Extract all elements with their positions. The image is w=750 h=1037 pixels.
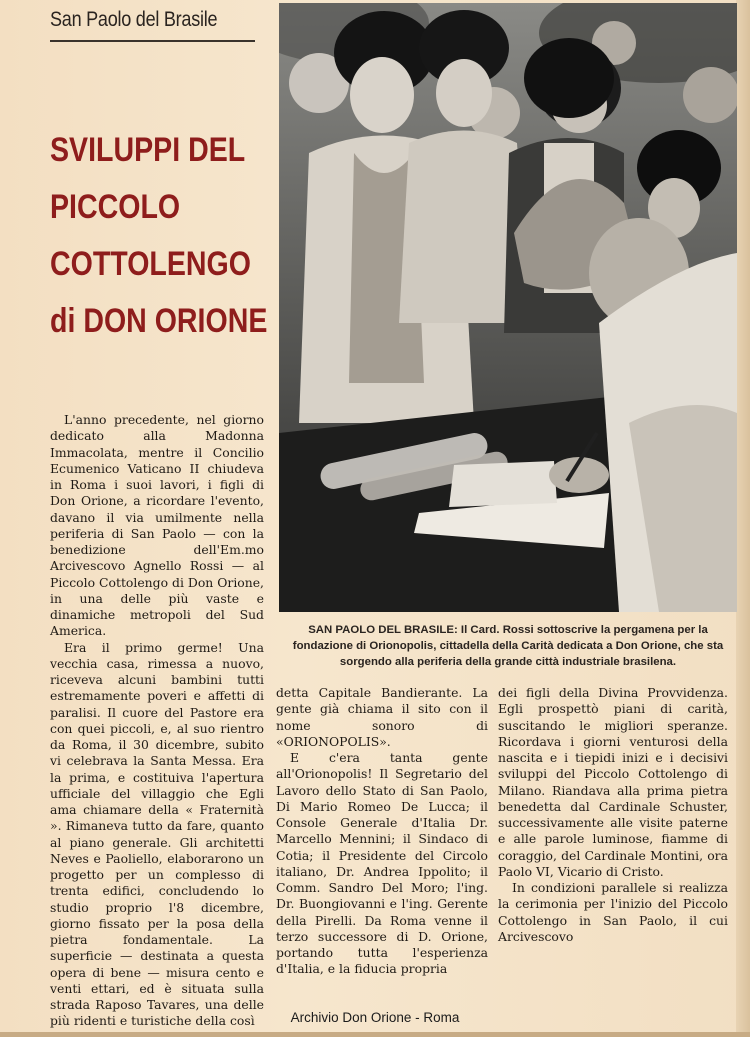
archive-credit: Archivio Don Orione - Roma bbox=[290, 1010, 460, 1025]
article-column-1 bbox=[50, 412, 264, 1030]
headline-line-1: SVILUPPI DEL bbox=[50, 131, 246, 169]
footer-bottom-edge bbox=[0, 1032, 750, 1037]
ceremony-photo bbox=[279, 3, 737, 612]
photo-caption: SAN PAOLO DEL BRASILE: Il Card. Rossi sottoscrive la pergamena per la fondazione di Orionopolis, cittadella della Carità dedicata a Don Orione, che sta sorgendo alla periferia della grande città industriale brasilena. bbox=[292, 624, 724, 668]
article-column-2 bbox=[276, 685, 488, 978]
paragraph: In condizioni parallele si realizza la cerimonia per l'inizio del Piccolo Cottolengo in San Paolo, il cui Arcivescovo bbox=[498, 880, 728, 944]
ceremony-photo-illustration bbox=[279, 3, 737, 612]
paragraph: E c'era tanta gente all'Orionopolis! Il Segretario del Lavoro dello Stato di San Paolo, Di Mario Romeo De Lucca; il Console Generale d'Italia Dr. Marcello Mennini; il Sindaco di Cotia; il Presidente del Circolo italiano, Dr. Andrea Ippolito; il Comm. Sandro Del Moro; l'ing. Dr. Buongiovanni e l'ing. Gerente della Pirelli. Da Roma venne il terzo successore di D. Orione, portando tutta l'esperienza d'Italia, e la fiducia propria bbox=[276, 750, 488, 977]
paragraph: dei figli della Divina Provvidenza. Egli prospettò piani di carità, suscitando le migliori speranze. Ricordava i giorni venturosi della nascita e i tiepidi inizi e i decisivi sviluppi del Piccolo Cottolengo di Milano. Riandava alla prima pietra benedetta dal Cardinale Schuster, successivamente alle visite paterne e alle parole luminose, fiamme di coraggio, del Cardinale Montini, ora Paolo VI, Vicario di Cristo. bbox=[498, 685, 728, 879]
article-column-3 bbox=[498, 685, 728, 945]
kicker-underline bbox=[50, 40, 255, 42]
headline-line-2: PICCOLO bbox=[50, 188, 181, 226]
headline-line-3: COTTOLENGO bbox=[50, 245, 251, 283]
article-headline bbox=[50, 122, 268, 350]
headline-line-4: di DON ORIONE bbox=[50, 302, 268, 340]
section-kicker: San Paolo del Brasile bbox=[50, 8, 218, 31]
paragraph: detta Capitale Bandierante. La gente già chiama il sito con il nome sonoro di «ORIONOPOLIS». bbox=[276, 685, 488, 749]
page-binding-edge bbox=[736, 0, 750, 1037]
paragraph: Era il primo germe! Una vecchia casa, rimessa a nuovo, riceveva alcuni bambini tutti estremamente poveri e affetti di paralisi. Il cuore del Pastore era con quei piccoli, e, al suo rientro da Roma, il 30 dicembre, subito vi celebrava la Santa Messa. Era la prima, e costituiva l'apertura ufficiale del villaggio che Egli ama chiamare della « Fraternità ». Rimaneva tutto da fare, quanto al piano generale. Gli architetti Neves e Paoliello, elaborarono un progetto per un complesso di trenta edifici, concludendo lo studio proprio l'8 dicembre, giorno fissato per la posa della pietra fondamentale. La superficie — destinata a questa opera di bene — misura cento e venti ettari, ed è situata sulla strada Raposo Tavares, una delle più ridenti e turistiche della così bbox=[50, 639, 264, 1029]
paragraph: L'anno precedente, nel giorno dedicato alla Madonna Immacolata, mentre il Concilio Ecumenico Vaticano II chiudeva in Roma i suoi lavori, i figli di Don Orione, a ricordare l'evento, davano il via umilmente nella periferia di San Paolo — con la benedizione dell'Em.mo Arcivescovo Agnello Rossi — al Piccolo Cottolengo di Don Orione, in una delle più vaste e dinamiche metropoli del Sud America. bbox=[50, 412, 264, 639]
